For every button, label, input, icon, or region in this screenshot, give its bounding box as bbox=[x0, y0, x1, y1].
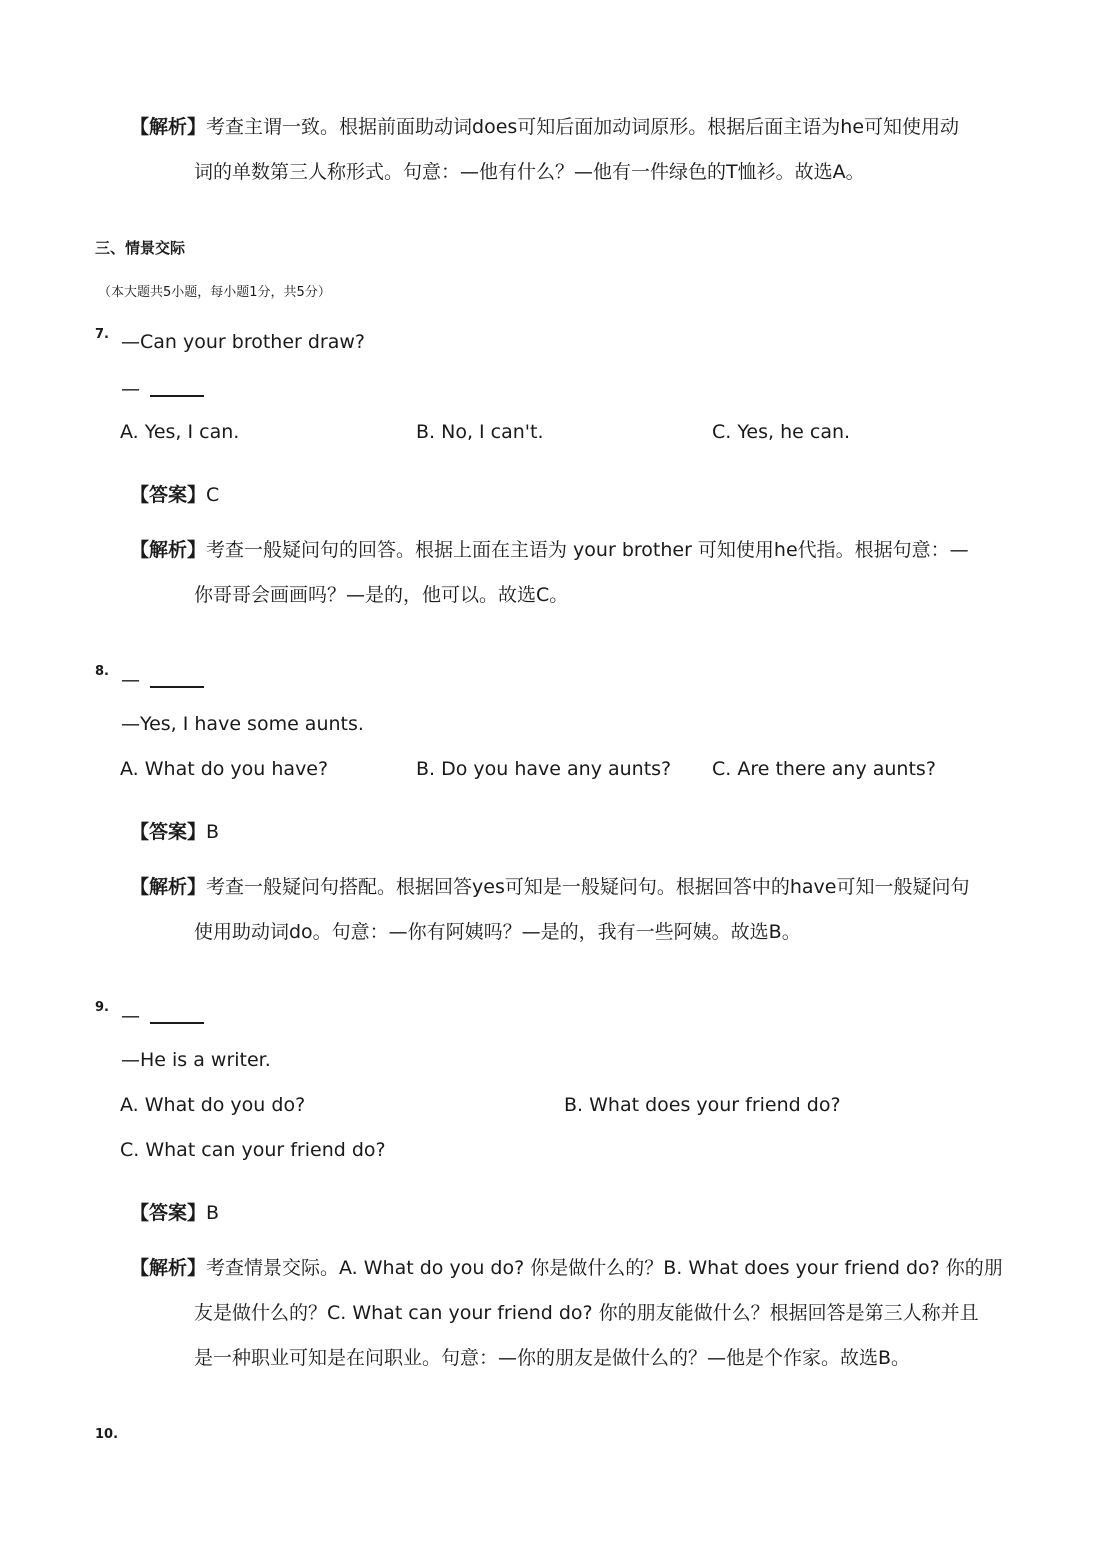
q9-response: —He is a writer. bbox=[121, 1049, 271, 1071]
analysis-tag: 【解析】 bbox=[130, 1257, 207, 1279]
section-title: 三、情景交际 bbox=[95, 239, 186, 257]
q8-analysis-line2: 使用助动词do。句意：—你有阿姨吗？—是的，我有一些阿姨。故选B。 bbox=[194, 921, 801, 943]
q7-blank bbox=[150, 379, 204, 397]
answer-tag: 【答案】 bbox=[130, 1202, 207, 1224]
answer-value: B bbox=[206, 821, 220, 843]
q9-blank bbox=[150, 1006, 204, 1024]
q8-blank bbox=[150, 670, 204, 688]
q9-option-a: A. What do you do? bbox=[120, 1094, 306, 1116]
question-number-7: 7. bbox=[95, 327, 109, 342]
analysis-text: 考查情景交际。A. What do you do? 你是做什么的？B. What does your friend do? 你的朋 bbox=[206, 1257, 1003, 1279]
q8-answer bbox=[130, 820, 219, 844]
q7-option-b: B. No, I can't. bbox=[416, 421, 544, 443]
q7-analysis-line1 bbox=[130, 538, 969, 562]
question-number-10: 10. bbox=[95, 1427, 119, 1442]
q9-prompt-line bbox=[121, 1004, 204, 1028]
section-note: （本大题共5小题，每小题1分，共5分） bbox=[98, 285, 331, 300]
q8-option-c: C. Are there any aunts? bbox=[712, 758, 936, 780]
q9-option-c: C. What can your friend do? bbox=[120, 1139, 386, 1161]
answer-tag: 【答案】 bbox=[130, 484, 207, 506]
q8-response: —Yes, I have some aunts. bbox=[121, 713, 364, 735]
q9-dash: — bbox=[121, 1005, 140, 1027]
q7-option-c: C. Yes, he can. bbox=[712, 421, 851, 443]
q9-analysis-line2: 友是做什么的？C. What can your friend do? 你的朋友能做什么？根据回答是第三人称并且 bbox=[194, 1302, 979, 1324]
q9-analysis-line1 bbox=[130, 1256, 1003, 1280]
answer-value: B bbox=[206, 1202, 220, 1224]
q9-analysis-line3: 是一种职业可知是在问职业。句意：—你的朋友是做什么的？—他是个作家。故选B。 bbox=[194, 1347, 911, 1369]
q7-analysis-line2: 你哥哥会画画吗？—是的，他可以。故选C。 bbox=[194, 584, 569, 606]
q7-dash: — bbox=[121, 378, 140, 400]
q9-option-b: B. What does your friend do? bbox=[564, 1094, 841, 1116]
q7-response-line bbox=[121, 377, 204, 401]
q7-prompt: —Can your brother draw? bbox=[121, 331, 366, 353]
q8-option-b: B. Do you have any aunts? bbox=[416, 758, 672, 780]
q9-answer bbox=[130, 1201, 219, 1225]
q8-prompt-line bbox=[121, 668, 204, 692]
answer-value: C bbox=[206, 484, 220, 506]
analysis-tag: 【解析】 bbox=[130, 116, 207, 138]
analysis-text: 考查一般疑问句的回答。根据上面在主语为 your brother 可知使用he代指。根据句意：— bbox=[206, 539, 969, 561]
q8-option-a: A. What do you have? bbox=[120, 758, 329, 780]
q8-analysis-line1 bbox=[130, 875, 969, 899]
q8-dash: — bbox=[121, 669, 140, 691]
question-number-9: 9. bbox=[95, 1000, 109, 1015]
analysis-tag: 【解析】 bbox=[130, 876, 207, 898]
q7-answer bbox=[130, 483, 219, 507]
q7-option-a: A. Yes, I can. bbox=[120, 421, 240, 443]
answer-tag: 【答案】 bbox=[130, 821, 207, 843]
analysis-text: 考查一般疑问句搭配。根据回答yes可知是一般疑问句。根据回答中的have可知一般疑问句 bbox=[206, 876, 970, 898]
top-analysis-line2: 词的单数第三人称形式。句意：—他有什么？—他有一件绿色的T恤衫。故选A。 bbox=[194, 161, 865, 183]
analysis-tag: 【解析】 bbox=[130, 539, 207, 561]
top-analysis-line1 bbox=[130, 115, 959, 139]
analysis-text: 考查主谓一致。根据前面助动词does可知后面加动词原形。根据后面主语为he可知使用动 bbox=[206, 116, 960, 138]
question-number-8: 8. bbox=[95, 664, 109, 679]
